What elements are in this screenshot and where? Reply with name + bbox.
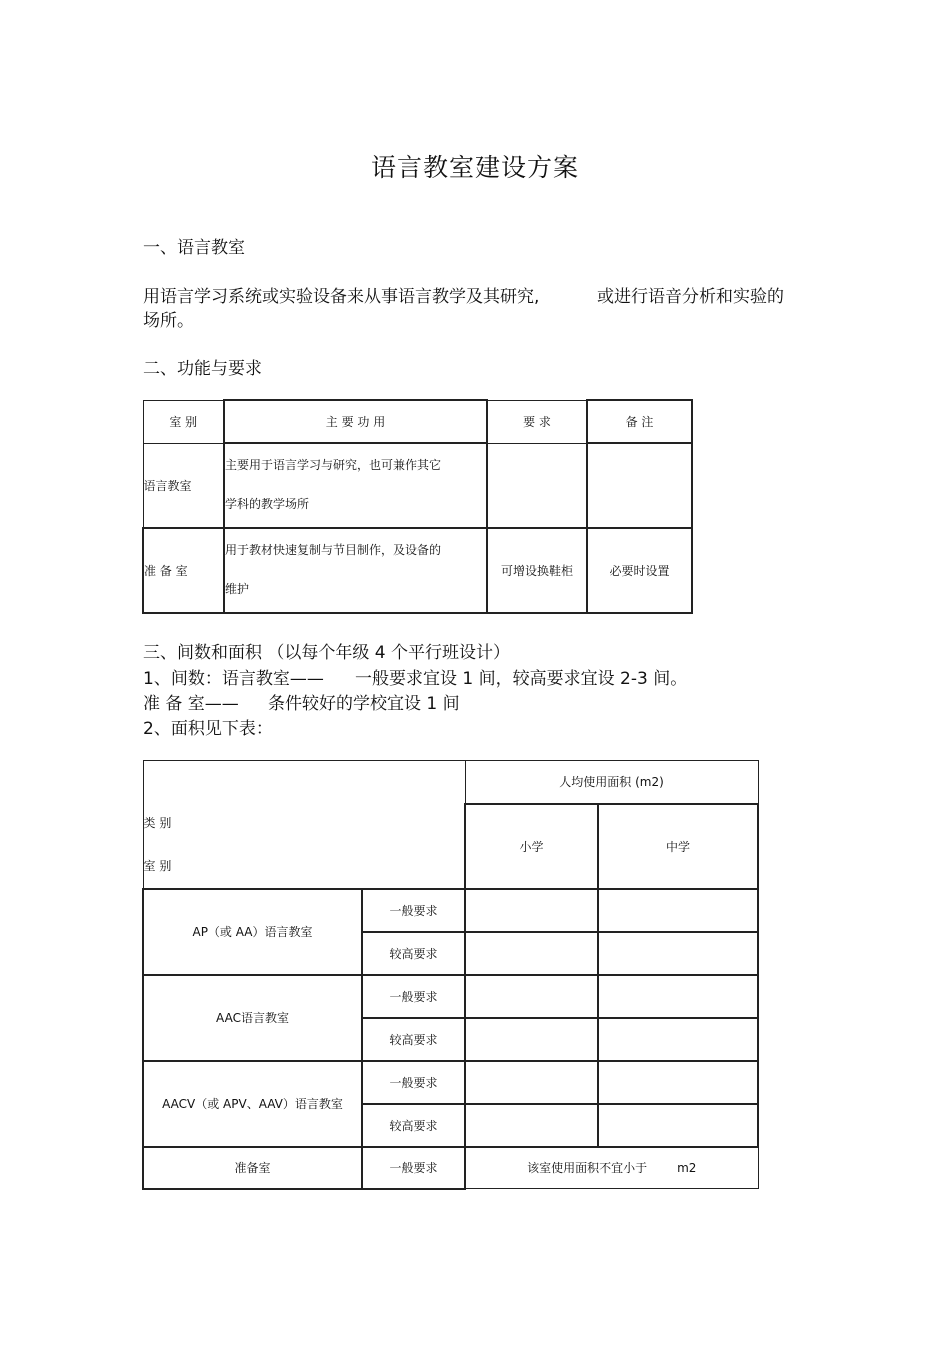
requirement-level-cell: 较高要求 [362, 1104, 465, 1147]
corner-room-label: 室 别 [143, 859, 172, 873]
header-requirement: 要 求 [487, 400, 587, 443]
table-row [143, 1147, 758, 1189]
function-line: 学科的教学场所 [225, 497, 310, 511]
primary-value-cell [465, 932, 598, 975]
header-room: 室 别 [143, 400, 224, 443]
section-1-text-a: 用语言学习系统或实验设备来从事语言教学及其研究, [143, 287, 540, 307]
table-row [143, 975, 758, 1018]
room-type-cell: 准备室 [143, 1147, 362, 1189]
middle-value-cell [598, 1061, 758, 1104]
header-note: 备 注 [587, 400, 692, 443]
middle-value-cell [598, 975, 758, 1018]
category-corner-cell [143, 761, 465, 889]
section-3-line-3: 2、面积见下表： [143, 719, 273, 739]
area-table [142, 760, 759, 1190]
requirement-level-cell: 一般要求 [362, 1061, 465, 1104]
function-table-header [143, 400, 692, 443]
section-3-line-2a: 准 备 室—— [143, 694, 239, 714]
room-cell: 语言教室 [143, 443, 224, 528]
prep-room-unit: m2 [677, 1161, 697, 1176]
room-cell: 准 备 室 [143, 528, 224, 613]
table-row [143, 443, 692, 528]
requirement-level-cell: 较高要求 [362, 932, 465, 975]
requirement-level-cell: 较高要求 [362, 1018, 465, 1061]
section-1-text-c: 场所。 [143, 311, 194, 331]
section-3-line-1a: 1、间数：语言教室—— [143, 669, 324, 689]
section-3-heading: 三、间数和面积 （以每个年级 4 个平行班设计） [143, 643, 511, 663]
primary-value-cell [465, 1018, 598, 1061]
function-line: 主要用于语言学习与研究，也可兼作其它 [225, 458, 442, 472]
note-cell: 必要时设置 [587, 528, 692, 613]
primary-value-cell [465, 975, 598, 1018]
section-1-text-b: 或进行语音分析和实验的 [597, 287, 784, 307]
function-table [142, 399, 693, 614]
page-title: 语言教室建设方案 [370, 153, 579, 182]
primary-value-cell [465, 1061, 598, 1104]
room-type-cell: AP（或 AA）语言教室 [143, 889, 362, 975]
function-line: 维护 [225, 582, 250, 596]
note-cell [587, 443, 692, 528]
section-1-heading: 一、语言教室 [143, 238, 245, 258]
requirement-cell [487, 443, 587, 528]
middle-value-cell [598, 889, 758, 932]
requirement-level-cell: 一般要求 [362, 975, 465, 1018]
room-type-cell: AACV（或 APV、AAV）语言教室 [143, 1061, 362, 1147]
primary-value-cell [465, 1104, 598, 1147]
table-row [143, 528, 692, 613]
prep-room-note: 该室使用面积不宜小于 [527, 1161, 648, 1176]
requirement-level-cell: 一般要求 [362, 889, 465, 932]
section-2-heading: 二、功能与要求 [143, 359, 262, 379]
requirement-level-cell: 一般要求 [362, 1147, 465, 1189]
middle-value-cell [598, 1018, 758, 1061]
room-type-cell: AAC语言教室 [143, 975, 362, 1061]
function-line: 用于教材快速复制与节目制作，及设备的 [225, 543, 442, 557]
primary-value-cell [465, 889, 598, 932]
table-row [143, 1061, 758, 1104]
function-cell [224, 443, 487, 528]
table-row [143, 889, 758, 932]
area-header-row [143, 761, 758, 804]
middle-value-cell [598, 932, 758, 975]
prep-room-note-cell [465, 1147, 758, 1189]
requirement-cell: 可增设换鞋柜 [487, 528, 587, 613]
middle-school-header: 中学 [598, 804, 758, 889]
middle-value-cell [598, 1104, 758, 1147]
header-function: 主 要 功 用 [224, 400, 487, 443]
function-cell [224, 528, 487, 613]
section-3-line-2b: 条件较好的学校宜设 1 间 [268, 694, 460, 714]
primary-school-header: 小学 [465, 804, 598, 889]
per-capita-area-header: 人均使用面积 (m2) [465, 761, 758, 804]
section-3-line-1b: 一般要求宜设 1 间，较高要求宜设 2-3 间。 [355, 669, 688, 689]
corner-category-label: 类 别 [143, 816, 172, 830]
